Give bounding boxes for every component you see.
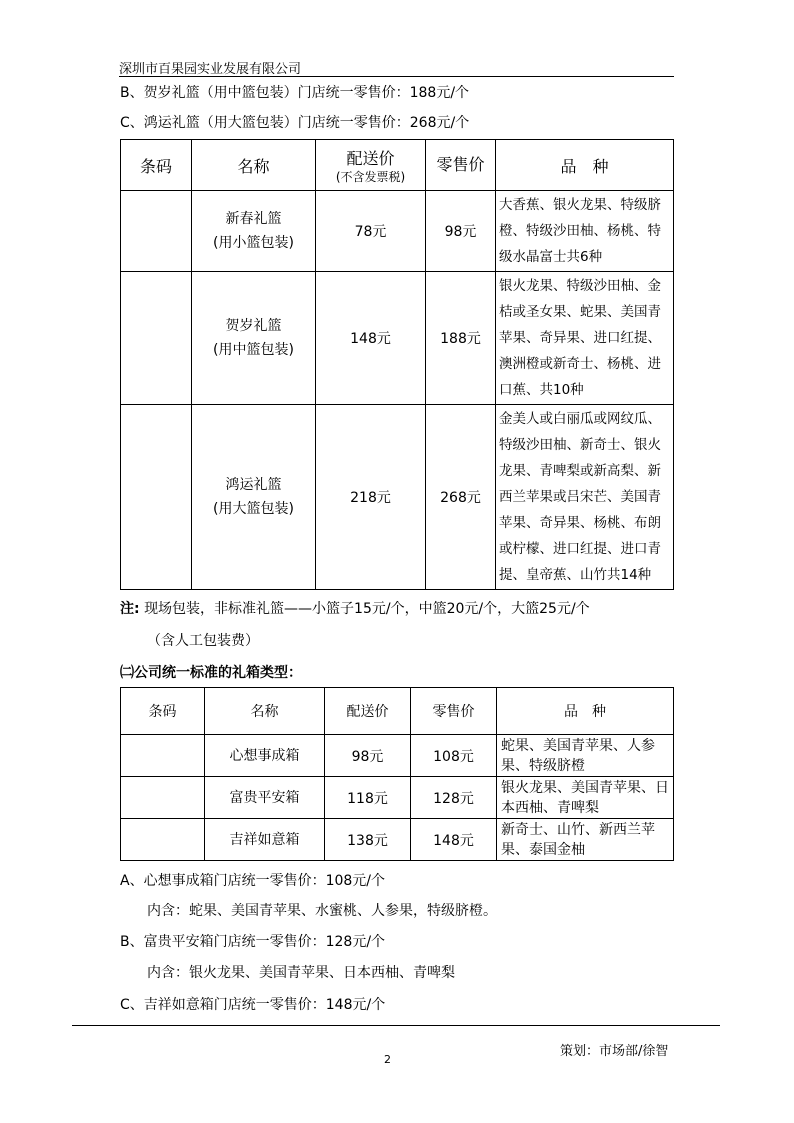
col-delivery-note: (不含发票税) <box>335 169 406 184</box>
retail-price-cell: 128元 <box>411 777 497 819</box>
basket-name: 鸿运礼篮 <box>225 477 282 493</box>
table-row <box>121 819 674 861</box>
retail-price-cell: 108元 <box>411 735 497 777</box>
barcode-cell <box>121 735 205 777</box>
variety-cell: 蛇果、美国青苹果、人参果、特级脐橙 <box>497 735 674 777</box>
note-line-2: （含人工包装费） <box>147 633 259 649</box>
basket-package: (用中篮包装) <box>213 342 294 358</box>
table-row <box>121 272 674 405</box>
col-variety: 品 种 <box>497 688 674 735</box>
variety-cell: 新奇士、山竹、新西兰苹果、泰国金柚 <box>497 819 674 861</box>
variety-cell: 银火龙果、特级沙田柚、金桔或圣女果、蛇果、美国青苹果、奇异果、进口红提、澳洲橙或新奇士、杨桃、进口蕉、共10种 <box>496 272 674 405</box>
basket-b-price-line: B、贺岁礼篮（用中篮包装）门店统一零售价：188元/个 <box>120 85 470 101</box>
table-header-row <box>121 140 674 191</box>
col-variety: 品 种 <box>496 140 674 191</box>
col-name: 名称 <box>205 688 325 735</box>
retail-price-cell: 148元 <box>411 819 497 861</box>
delivery-price-cell: 98元 <box>325 735 411 777</box>
barcode-cell <box>121 819 205 861</box>
gift-basket-table <box>120 139 674 590</box>
retail-price-cell: 98元 <box>426 191 496 272</box>
table-row <box>121 405 674 590</box>
delivery-price-cell: 118元 <box>325 777 411 819</box>
col-barcode: 条码 <box>121 140 192 191</box>
footer-divider <box>72 1025 720 1026</box>
box-a-contents: 内含：蛇果、美国青苹果、水蜜桃、人参果，特级脐橙。 <box>147 903 497 919</box>
gift-box-table <box>120 687 674 861</box>
col-name: 名称 <box>192 140 316 191</box>
variety-cell: 银火龙果、美国青苹果、日本西柚、青啤梨 <box>497 777 674 819</box>
delivery-price-cell: 148元 <box>316 272 426 405</box>
table-header-row <box>121 688 674 735</box>
table-row <box>121 777 674 819</box>
box-b-title: B、富贵平安箱门店统一零售价：128元/个 <box>120 934 386 950</box>
barcode-cell <box>121 272 192 405</box>
retail-price-cell: 188元 <box>426 272 496 405</box>
basket-package: (用大篮包装) <box>213 501 294 517</box>
col-delivery-label: 配送价 <box>346 148 395 168</box>
box-c-title: C、吉祥如意箱门店统一零售价：148元/个 <box>120 997 386 1013</box>
col-delivery: 配送价 <box>325 688 411 735</box>
delivery-price-cell: 78元 <box>316 191 426 272</box>
note-line <box>120 598 590 618</box>
box-b-contents: 内含：银火龙果、美国青苹果、日本西柚、青啤梨 <box>147 965 455 981</box>
header-divider <box>119 76 674 77</box>
col-delivery <box>316 140 426 191</box>
basket-package: (用小篮包装) <box>213 235 294 251</box>
name-cell <box>192 405 316 590</box>
box-a-title: A、心想事成箱门店统一零售价：108元/个 <box>120 873 386 889</box>
barcode-cell <box>121 405 192 590</box>
col-retail: 零售价 <box>426 140 496 191</box>
name-cell <box>192 272 316 405</box>
retail-price-cell: 268元 <box>426 405 496 590</box>
box-name: 心想事成箱 <box>205 735 325 777</box>
section-heading: ㈡公司统一标准的礼箱类型： <box>120 665 302 681</box>
basket-c-price-line: C、鸿运礼篮（用大篮包装）门店统一零售价：268元/个 <box>120 115 470 131</box>
barcode-cell <box>121 191 192 272</box>
basket-name: 新春礼篮 <box>225 211 282 227</box>
company-header: 深圳市百果园实业发展有限公司 <box>119 62 302 77</box>
box-name: 富贵平安箱 <box>205 777 325 819</box>
table-row <box>121 735 674 777</box>
variety-cell: 大香蕉、银火龙果、特级脐橙、特级沙田柚、杨桃、特级水晶富士共6种 <box>496 191 674 272</box>
note-label: 注: <box>120 601 140 617</box>
delivery-price-cell: 138元 <box>325 819 411 861</box>
note-text: 现场包装，非标准礼篮——小篮子15元/个，中篮20元/个，大篮25元/个 <box>144 601 590 617</box>
page-number: 2 <box>384 1053 391 1066</box>
barcode-cell <box>121 777 205 819</box>
name-cell <box>192 191 316 272</box>
col-barcode: 条码 <box>121 688 205 735</box>
planner-credit: 策划：市场部/徐智 <box>560 1044 669 1059</box>
box-name: 吉祥如意箱 <box>205 819 325 861</box>
table-row <box>121 191 674 272</box>
variety-cell: 金美人或白丽瓜或网纹瓜、特级沙田柚、新奇士、银火龙果、青啤梨或新高梨、新西兰苹果或吕宋芒、美国青苹果、奇异果、杨桃、布朗或柠檬、进口红提、进口青提、皇帝蕉、山竹共14种 <box>496 405 674 590</box>
delivery-price-cell: 218元 <box>316 405 426 590</box>
basket-name: 贺岁礼篮 <box>225 318 282 334</box>
col-retail: 零售价 <box>411 688 497 735</box>
